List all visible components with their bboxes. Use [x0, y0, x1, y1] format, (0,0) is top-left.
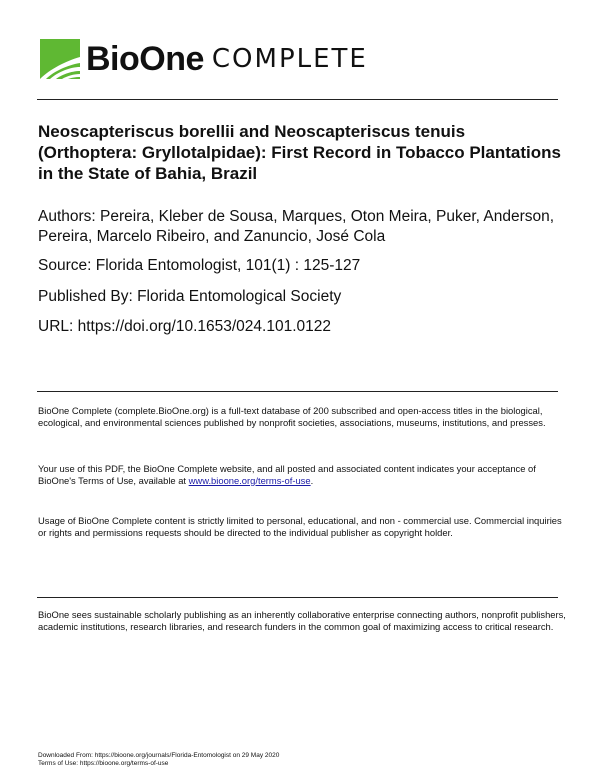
brand-subname: COMPLETE [211, 44, 368, 74]
usage-notice: Usage of BioOne Complete content is strictly limited to personal, educational, and non - commercial use. Commercial inquiries or rights and permissions requests should be directed to the individual publisher as copyright holder. [38, 515, 562, 538]
bioone-logo [40, 38, 368, 80]
article-title: Neoscapteriscus borellii and Neoscapteriscus tenuis (Orthoptera: Gryllotalpidae): First Record in Tobacco Plantations in the State of Bahia, Brazil [38, 122, 561, 183]
notice-divider-top [37, 391, 558, 392]
article-authors: Authors: Pereira, Kleber de Sousa, Marques, Oton Meira, Puker, Anderson, Pereira, Marcelo Ribeiro, and Zanuncio, José Cola [38, 208, 555, 245]
header-divider [37, 99, 558, 100]
terms-notice [38, 463, 568, 486]
terms-of-use-link[interactable]: www.bioone.org/terms-of-use [188, 474, 311, 486]
mission-notice: BioOne sees sustainable scholarly publishing as an inherently collaborative enterprise connecting authors, nonprofit publishers, academic institutions, research libraries, and research funders in the common goal of maximizing access to critical research. [38, 609, 566, 632]
terms-notice-text: Your use of this PDF, the BioOne Complete website, and all posted and associated content indicates your acceptance of BioOne's Terms of Use, available at [38, 463, 536, 486]
article-url[interactable]: URL: https://doi.org/10.1653/024.101.0122 [38, 318, 331, 335]
terms-info: Terms of Use: https://bioone.org/terms-of-use [38, 760, 169, 767]
notice-divider-bottom [37, 597, 558, 598]
download-info: Downloaded From: https://bioone.org/journals/Florida-Entomologist on 29 May 2020 [38, 752, 280, 759]
about-notice: BioOne Complete (complete.BioOne.org) is a full-text database of 200 subscribed and open-access titles in the biological, ecological, and environmental sciences published by nonprofit societies, associations, museums, institutions, and presses. [38, 405, 546, 428]
brand-name: BioOne [86, 39, 204, 78]
bioone-leaf-logo-icon [40, 39, 80, 79]
terms-notice-end: . [310, 474, 314, 486]
article-source: Source: Florida Entomologist, 101(1) : 125-127 [38, 257, 361, 274]
article-publisher: Published By: Florida Entomological Society [38, 288, 342, 305]
